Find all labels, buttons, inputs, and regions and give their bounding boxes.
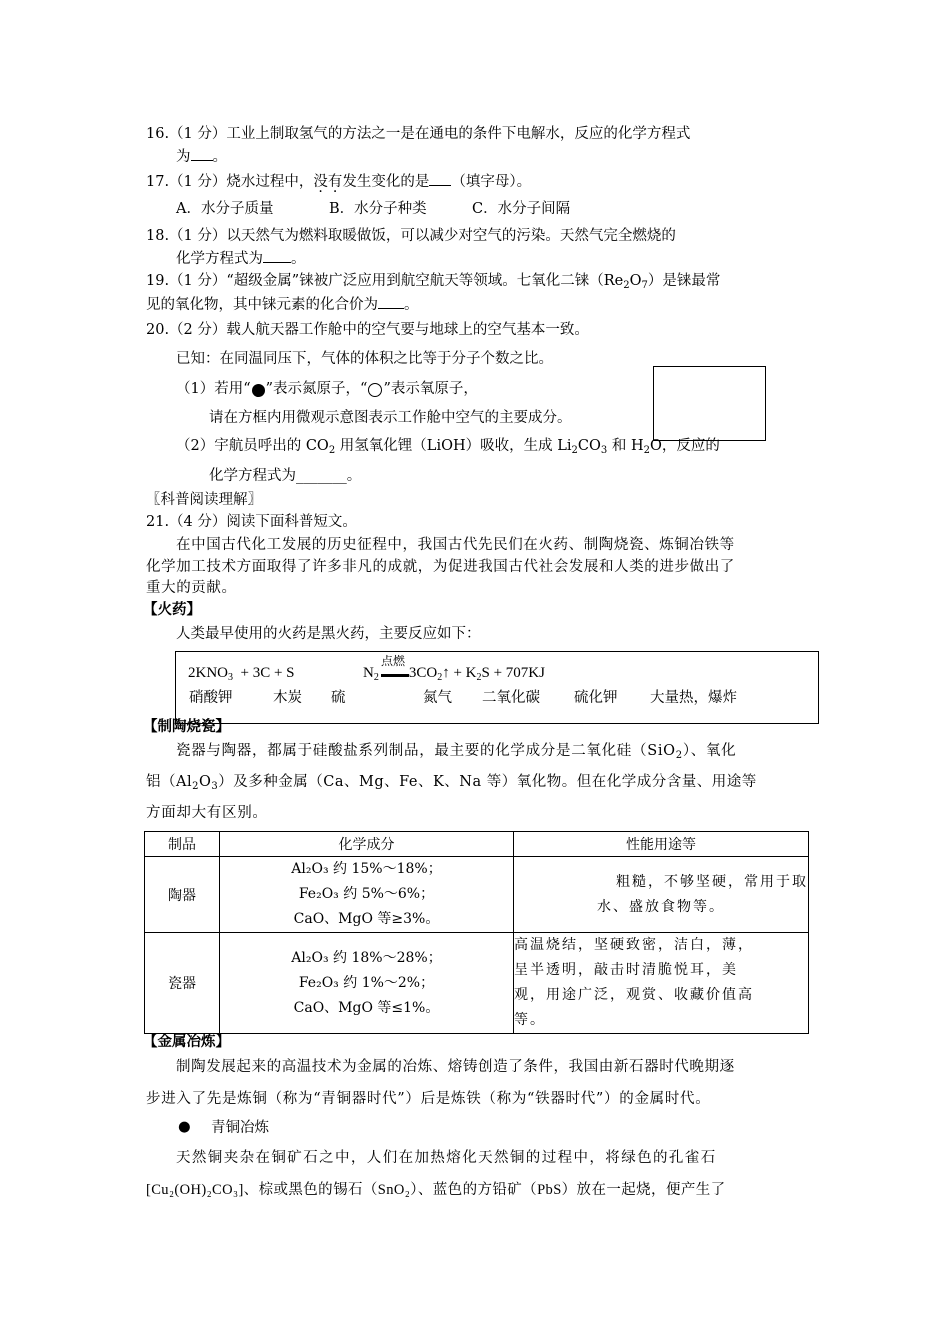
q20-part1: （1）若用“ ”表示氮原子，“ ”表示氧原子， xyxy=(176,381,478,397)
metal-p2: 步进入了先是炼铜（称为“青铜器时代”）后是炼铁（称为“铁器时代”）的金属时代。 xyxy=(146,1091,711,1107)
q16-line1: 16.（1 分）工业上制取氢气的方法之一是在通电的条件下电解水，反应的化学方程式 xyxy=(146,126,691,142)
q18-line2: 化学方程式为 。 xyxy=(176,248,306,269)
table-row xyxy=(145,933,809,1034)
bronze-p1: 天然铜夹杂在铜矿石之中，人们在加热熔化天然铜的过程中，将绿色的孔雀石 xyxy=(176,1150,717,1166)
nitrogen-atom-icon xyxy=(252,384,265,397)
q16-line2: 为 。 xyxy=(176,146,227,167)
table-header-row xyxy=(145,832,809,857)
ceramic-comparison-table xyxy=(144,831,809,1034)
label-carbon: 木炭 xyxy=(273,690,302,706)
cell-product: 陶器 xyxy=(145,857,220,933)
equation-reactants: $2KNO_3 + 3C + S$ xyxy=(188,665,295,683)
q20-part2: （2）宇航员呼出的 $CO_2$ 用氢氧化锂（LiOH）吸收，生成 $Li_2CO_3$ 和 $H_2O$，反应的 xyxy=(176,438,720,456)
gunpowder-text: 人类最早使用的火药是黑火药，主要反应如下： xyxy=(176,626,481,642)
q21-intro-1: 在中国古代化工发展的历史征程中，我国古代先民们在火药、制陶烧瓷、炼铜冶铁等 xyxy=(176,537,735,553)
answer-blank[interactable] xyxy=(378,294,404,309)
q20-line1: 20.（2 分）载人航天器工作舱中的空气要与地球上的空气基本一致。 xyxy=(146,322,589,338)
q17-option-c[interactable]: C．水分子间隔 xyxy=(472,201,571,217)
q21-title: 21.（4 分）阅读下面科普短文。 xyxy=(146,514,357,530)
q19-line1: 19.（1 分）“超级金属”铼被广泛应用到航空航天等领域。七氧化二铼$(Re_2O_7)$是铼最常 xyxy=(146,273,721,291)
drawing-answer-box[interactable] xyxy=(653,366,766,441)
q20-part1-line2: 请在方框内用微观示意图表示工作舱中空气的主要成分。 xyxy=(209,410,572,426)
metal-p1: 制陶发展起来的高温技术为金属的冶炼、熔铸创造了条件，我国由新石器时代晚期逐 xyxy=(176,1059,735,1075)
answer-blank[interactable] xyxy=(429,171,451,186)
q17-option-a[interactable]: A．水分子质量 xyxy=(176,201,274,217)
heading-ceramic: 【制陶烧瓷】 xyxy=(143,718,230,735)
equation-products: $N_2$ $3CO_2↑ + K_2S + 707KJ$ xyxy=(363,665,545,683)
header-usage: 性能用途等 xyxy=(514,832,809,857)
cell-composition: Al₂O₃ 约 15%～18%； Fe₂O₃ 约 5%～6%； CaO、MgO 等≥3%。 xyxy=(220,857,514,933)
label-co2: 二氧化碳 xyxy=(482,690,540,706)
cell-usage: 粗糙，不够坚硬，常用于取 水、盛放食物等。 xyxy=(514,857,809,933)
q20-known: 已知：在同温同压下，气体的体积之比等于分子个数之比。 xyxy=(176,351,553,367)
section-label: 〖科普阅读理解〗 xyxy=(146,492,262,508)
header-composition: 化学成分 xyxy=(220,832,514,857)
reaction-condition: 点燃 xyxy=(381,654,406,668)
oxygen-atom-icon xyxy=(368,383,382,397)
cell-usage: 高温烧结，坚硬致密，洁白，薄， 呈半透明，敲击时清脆悦耳，美 观，用途广泛，观赏、收藏价值高 等。 xyxy=(514,933,809,1034)
label-n2: 氮气 xyxy=(423,690,452,706)
ceramic-p1: 瓷器与陶器，都属于硅酸盐系列制品，最主要的化学成分是二氧化硅（SiO$_2$）、氧化 xyxy=(176,743,737,761)
cell-product: 瓷器 xyxy=(145,933,220,1034)
heading-gunpowder: 【火药】 xyxy=(143,601,201,618)
header-product: 制品 xyxy=(145,832,220,857)
q21-intro-2: 化学加工技术方面取得了许多非凡的成就，为促进我国古代社会发展和人类的进步做出了 xyxy=(146,559,735,575)
q17-option-b[interactable]: B．水分子种类 xyxy=(329,201,427,217)
ceramic-p2: 铝$(Al_2O_3)$及多种金属（Ca、Mg、Fe、K、Na 等）氧化物。但在化学成分含量、用途等 xyxy=(146,774,757,792)
label-heat: 大量热，爆炸 xyxy=(650,690,737,706)
q17-line: 17.（1 分）烧水过程中，没有发生变化的是 （填字母）。 xyxy=(146,171,531,192)
bullet-icon: ● xyxy=(178,1119,191,1135)
q18-line1: 18.（1 分）以天然气为燃料取暖做饭，可以减少对空气的污染。天然气完全燃烧的 xyxy=(146,228,676,244)
ceramic-p3: 方面却大有区别。 xyxy=(146,805,268,821)
bronze-p2: [Cu₂(OH)₂CO₃]、棕或黑色的锡石（SnO₂）、蓝色的方铅矿（PbS）放在一起烧，便产生了 xyxy=(146,1182,726,1198)
label-sulfur: 硫 xyxy=(331,690,346,706)
answer-blank[interactable] xyxy=(263,248,291,263)
q20-part2-line2: 化学方程式为_______。 xyxy=(209,468,362,484)
table-row xyxy=(145,857,809,933)
answer-blank[interactable] xyxy=(191,146,213,161)
reaction-arrow-bar xyxy=(381,674,409,677)
bronze-heading: 青铜冶炼 xyxy=(211,1120,269,1136)
cell-composition: Al₂O₃ 约 18%～28%； Fe₂O₃ 约 1%～2%； CaO、MgO 等≤1%。 xyxy=(220,933,514,1034)
q21-intro-3: 重大的贡献。 xyxy=(146,580,237,596)
label-kno3: 硝酸钾 xyxy=(189,690,233,706)
q19-line2: 见的氧化物，其中铼元素的化合价为 。 xyxy=(146,294,419,315)
label-k2s: 硫化钾 xyxy=(574,690,618,706)
heading-metal: 【金属冶炼】 xyxy=(143,1033,230,1050)
